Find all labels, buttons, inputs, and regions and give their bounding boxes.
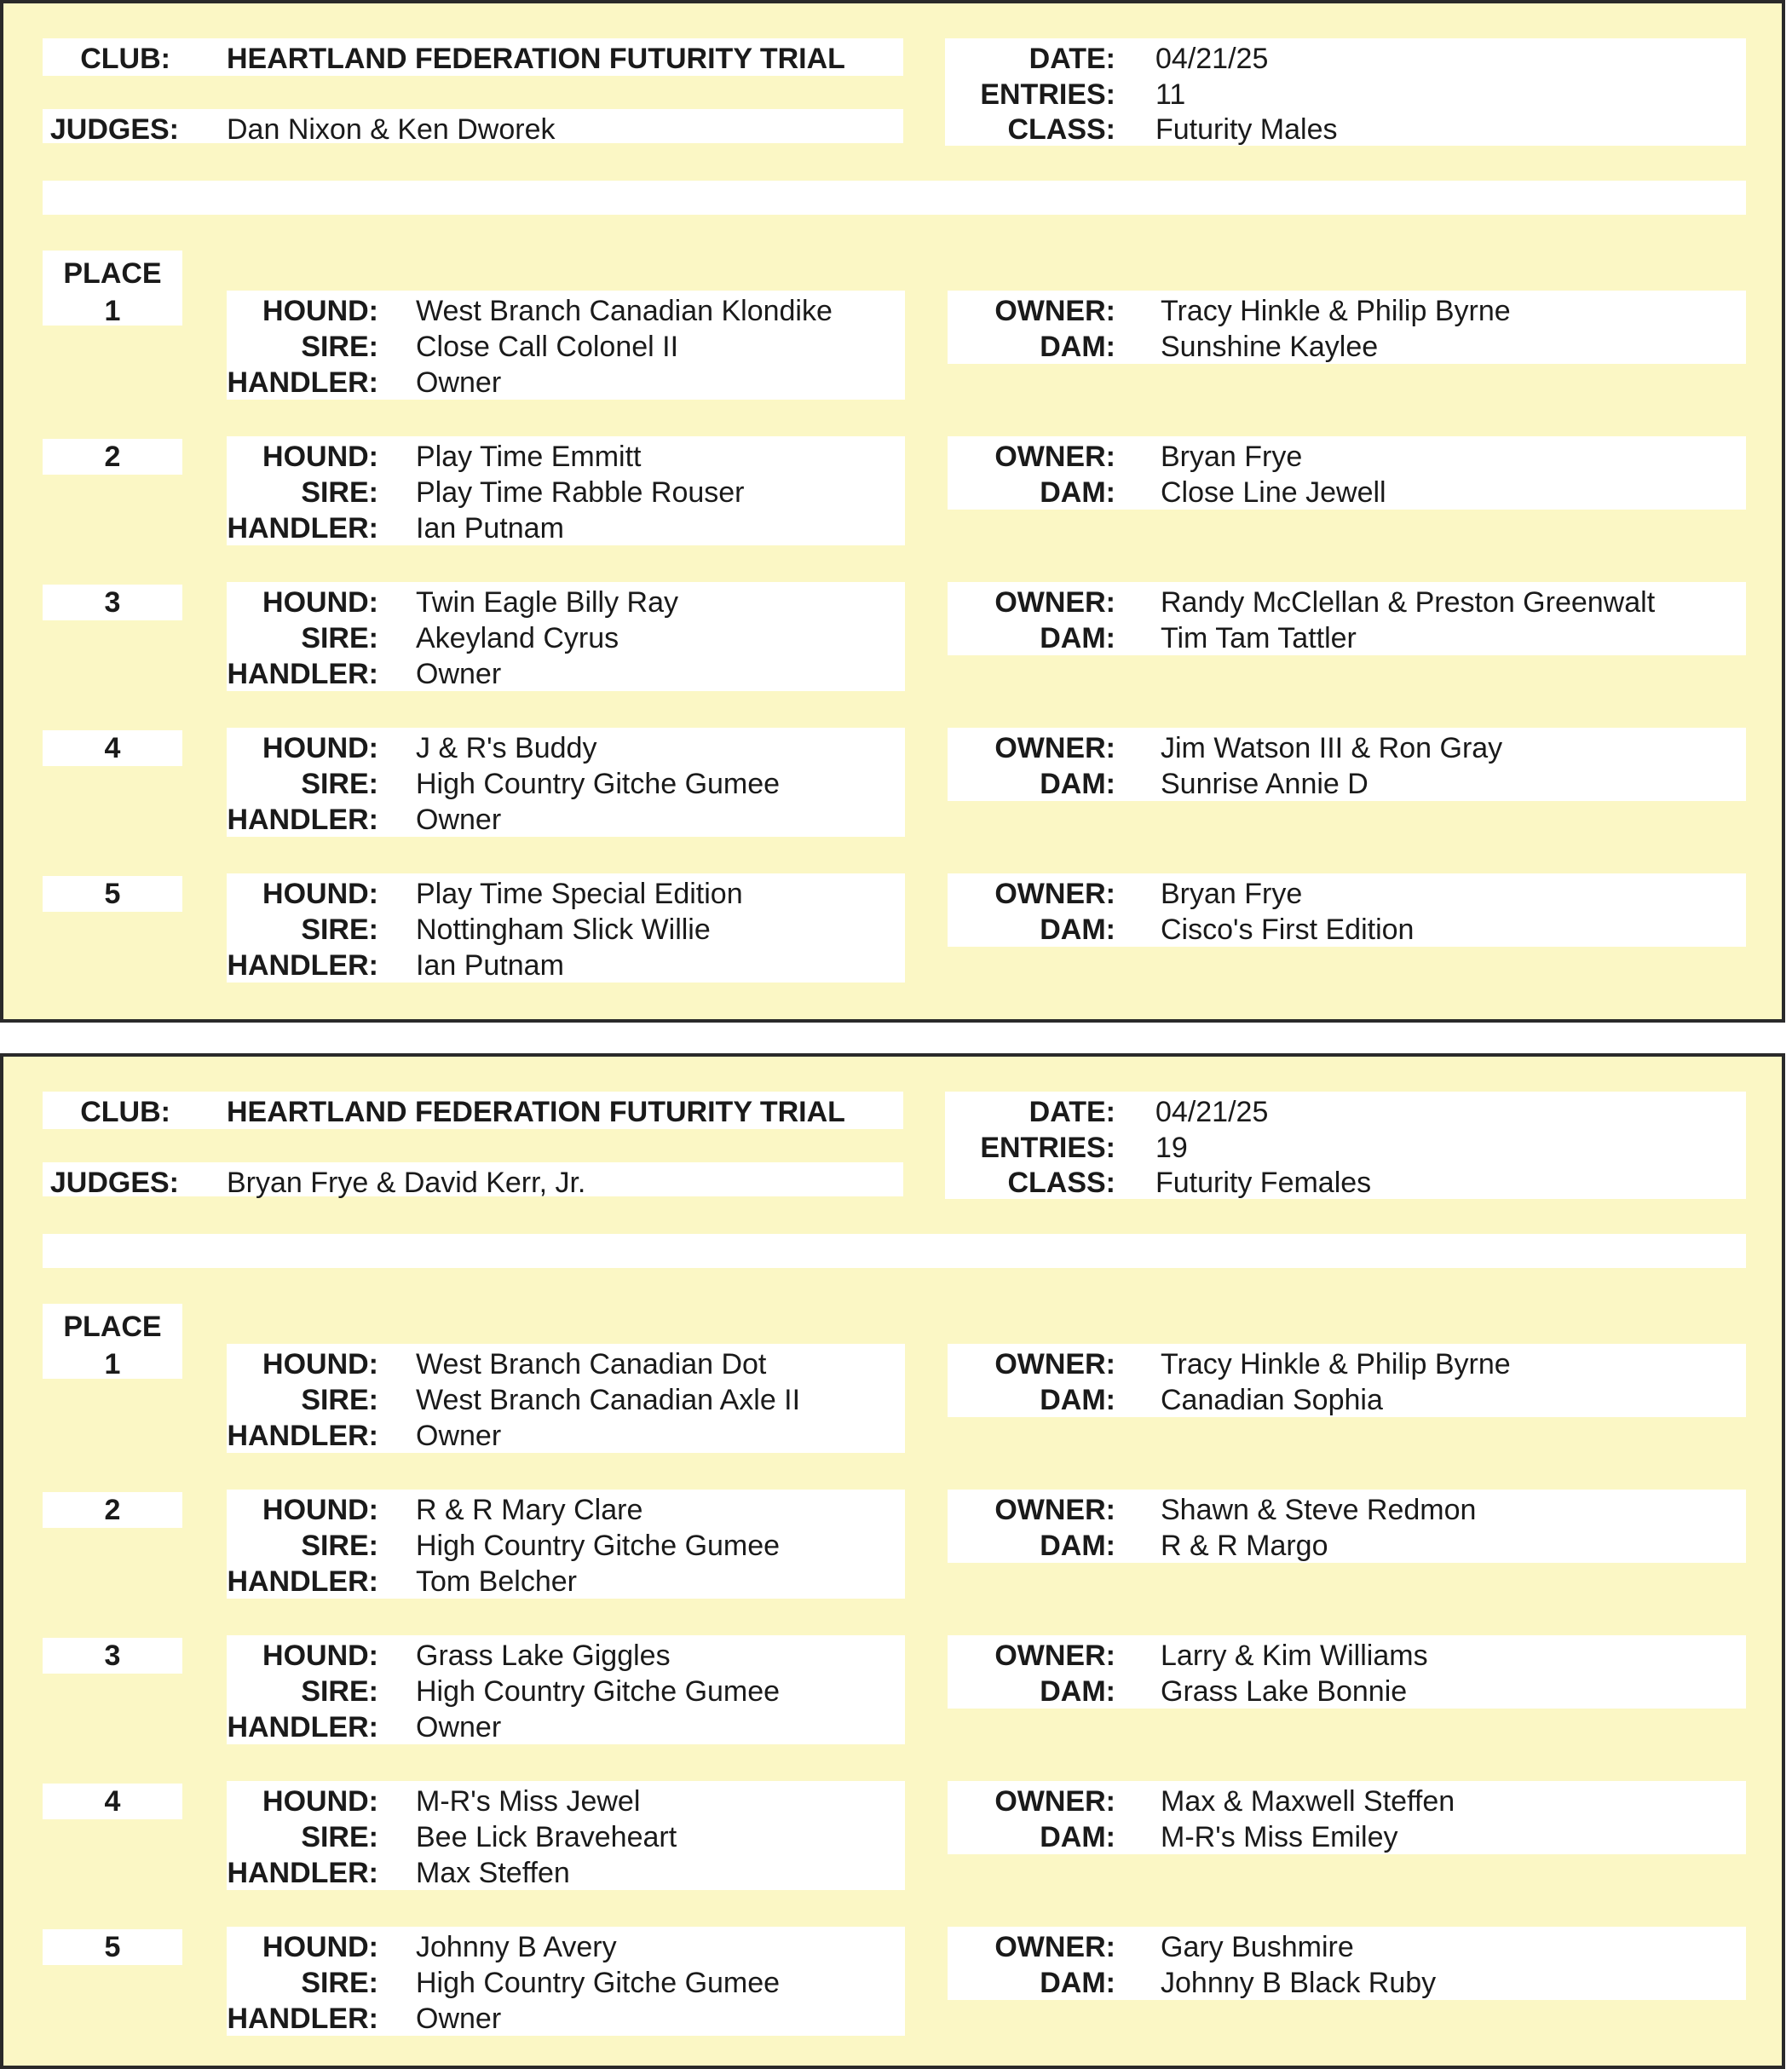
dam-name: Tim Tam Tattler <box>1161 622 1357 654</box>
sire-label: SIRE: <box>301 331 378 363</box>
owner-label: OWNER: <box>994 295 1115 327</box>
judges-label: JUDGES: <box>49 113 179 146</box>
owner-label: OWNER: <box>994 1931 1115 1963</box>
sire-name: Nottingham Slick Willie <box>416 913 711 946</box>
handler-label: HANDLER: <box>227 949 378 982</box>
place-number: 2 <box>104 1494 121 1526</box>
owner-name: Bryan Frye <box>1161 878 1303 910</box>
owner-label: OWNER: <box>994 586 1115 619</box>
dam-name: Close Line Jewell <box>1161 476 1386 509</box>
place-number: 4 <box>104 1785 121 1818</box>
hound-label: HOUND: <box>262 732 378 764</box>
hound-name: West Branch Canadian Dot <box>416 1348 767 1380</box>
handler-label: HANDLER: <box>227 366 378 399</box>
hound-label: HOUND: <box>262 1785 378 1818</box>
date-value: 04/21/25 <box>1155 1096 1269 1128</box>
owner-name: Max & Maxwell Steffen <box>1161 1785 1455 1818</box>
dam-label: DAM: <box>1040 622 1115 654</box>
owner-label: OWNER: <box>994 1785 1115 1818</box>
judges-value: Bryan Frye & David Kerr, Jr. <box>227 1167 586 1199</box>
sire-name: Play Time Rabble Rouser <box>416 476 745 509</box>
dam-label: DAM: <box>1040 1967 1115 1999</box>
sire-name: West Branch Canadian Axle II <box>416 1384 801 1416</box>
handler-name: Owner <box>416 1711 502 1743</box>
sire-label: SIRE: <box>301 1675 378 1708</box>
handler-label: HANDLER: <box>227 1857 378 1889</box>
hound-label: HOUND: <box>262 586 378 619</box>
place-number: 3 <box>104 586 121 619</box>
dam-name: Johnny B Black Ruby <box>1161 1967 1437 1999</box>
date-label: DATE: <box>1029 1096 1115 1128</box>
place-number: 5 <box>104 878 121 910</box>
handler-name: Owner <box>416 658 502 690</box>
hound-label: HOUND: <box>262 1348 378 1380</box>
hound-name: J & R's Buddy <box>416 732 597 764</box>
owner-label: OWNER: <box>994 1348 1115 1380</box>
handler-name: Tom Belcher <box>416 1565 577 1598</box>
handler-label: HANDLER: <box>227 2003 378 2035</box>
sire-label: SIRE: <box>301 622 378 654</box>
owner-name: Jim Watson III & Ron Gray <box>1161 732 1503 764</box>
owner-name: Larry & Kim Williams <box>1161 1640 1428 1672</box>
handler-label: HANDLER: <box>227 512 378 545</box>
place-header: PLACE <box>63 1311 162 1343</box>
judges-value: Dan Nixon & Ken Dworek <box>227 113 556 146</box>
sire-name: Bee Lick Braveheart <box>416 1821 677 1853</box>
hound-name: West Branch Canadian Klondike <box>416 295 833 327</box>
dam-label: DAM: <box>1040 1675 1115 1708</box>
handler-label: HANDLER: <box>227 804 378 836</box>
owner-name: Tracy Hinkle & Philip Byrne <box>1161 295 1511 327</box>
dam-label: DAM: <box>1040 1821 1115 1853</box>
owner-name: Gary Bushmire <box>1161 1931 1354 1963</box>
dam-label: DAM: <box>1040 1530 1115 1562</box>
owner-name: Tracy Hinkle & Philip Byrne <box>1161 1348 1511 1380</box>
owner-label: OWNER: <box>994 441 1115 473</box>
entries-value: 11 <box>1155 78 1186 111</box>
dam-label: DAM: <box>1040 331 1115 363</box>
hound-label: HOUND: <box>262 878 378 910</box>
club-label: CLUB: <box>80 1096 170 1128</box>
hound-label: HOUND: <box>262 295 378 327</box>
dam-label: DAM: <box>1040 1384 1115 1416</box>
class-label: CLASS: <box>1007 113 1115 146</box>
owner-name: Shawn & Steve Redmon <box>1161 1494 1477 1526</box>
sire-label: SIRE: <box>301 1530 378 1562</box>
dam-name: R & R Margo <box>1161 1530 1328 1562</box>
sire-name: High Country Gitche Gumee <box>416 1675 781 1708</box>
hound-name: Johnny B Avery <box>416 1931 617 1963</box>
place-number: 1 <box>104 1348 121 1380</box>
owner-name: Randy McClellan & Preston Greenwalt <box>1161 586 1656 619</box>
dam-label: DAM: <box>1040 768 1115 800</box>
hound-label: HOUND: <box>262 1931 378 1963</box>
place-number: 2 <box>104 441 121 473</box>
dam-name: Sunshine Kaylee <box>1161 331 1379 363</box>
sire-name: Close Call Colonel II <box>416 331 679 363</box>
sire-name: High Country Gitche Gumee <box>416 768 781 800</box>
hound-label: HOUND: <box>262 441 378 473</box>
entries-label: ENTRIES: <box>980 78 1115 111</box>
dam-name: Canadian Sophia <box>1161 1384 1383 1416</box>
class-value: Futurity Males <box>1155 113 1338 146</box>
sire-label: SIRE: <box>301 913 378 946</box>
place-number: 3 <box>104 1640 121 1672</box>
hound-label: HOUND: <box>262 1494 378 1526</box>
handler-name: Owner <box>416 366 502 399</box>
place-number: 1 <box>104 295 121 327</box>
place-header: PLACE <box>63 257 162 290</box>
club-name: HEARTLAND FEDERATION FUTURITY TRIAL <box>227 1096 845 1128</box>
hound-name: M-R's Miss Jewel <box>416 1785 641 1818</box>
club-name: HEARTLAND FEDERATION FUTURITY TRIAL <box>227 43 845 75</box>
owner-label: OWNER: <box>994 878 1115 910</box>
sire-name: High Country Gitche Gumee <box>416 1530 781 1562</box>
sire-name: Akeyland Cyrus <box>416 622 619 654</box>
handler-name: Ian Putnam <box>416 512 564 545</box>
entries-value: 19 <box>1155 1132 1188 1164</box>
sire-label: SIRE: <box>301 1967 378 1999</box>
trial-panel-males <box>0 0 1785 1023</box>
sire-label: SIRE: <box>301 1821 378 1853</box>
divider-strip <box>43 181 1746 215</box>
dam-label: DAM: <box>1040 913 1115 946</box>
handler-label: HANDLER: <box>227 1420 378 1452</box>
date-label: DATE: <box>1029 43 1115 75</box>
sire-name: High Country Gitche Gumee <box>416 1967 781 1999</box>
handler-name: Owner <box>416 804 502 836</box>
place-number: 5 <box>104 1931 121 1963</box>
sire-label: SIRE: <box>301 476 378 509</box>
owner-label: OWNER: <box>994 1640 1115 1672</box>
dam-name: Sunrise Annie D <box>1161 768 1368 800</box>
hound-name: Play Time Emmitt <box>416 441 642 473</box>
date-value: 04/21/25 <box>1155 43 1269 75</box>
class-value: Futurity Females <box>1155 1167 1372 1199</box>
dam-label: DAM: <box>1040 476 1115 509</box>
dam-name: M-R's Miss Emiley <box>1161 1821 1398 1853</box>
handler-label: HANDLER: <box>227 658 378 690</box>
owner-name: Bryan Frye <box>1161 441 1303 473</box>
handler-name: Ian Putnam <box>416 949 564 982</box>
place-number: 4 <box>104 732 121 764</box>
hound-name: R & R Mary Clare <box>416 1494 643 1526</box>
handler-label: HANDLER: <box>227 1565 378 1598</box>
divider-strip <box>43 1234 1746 1268</box>
hound-name: Grass Lake Giggles <box>416 1640 671 1672</box>
handler-name: Owner <box>416 1420 502 1452</box>
entries-label: ENTRIES: <box>980 1132 1115 1164</box>
class-label: CLASS: <box>1007 1167 1115 1199</box>
handler-label: HANDLER: <box>227 1711 378 1743</box>
owner-label: OWNER: <box>994 1494 1115 1526</box>
sire-label: SIRE: <box>301 1384 378 1416</box>
club-label: CLUB: <box>80 43 170 75</box>
dam-name: Grass Lake Bonnie <box>1161 1675 1408 1708</box>
handler-name: Owner <box>416 2003 502 2035</box>
sire-label: SIRE: <box>301 768 378 800</box>
judges-label: JUDGES: <box>49 1167 179 1199</box>
trial-panel-females <box>0 1053 1785 2069</box>
hound-label: HOUND: <box>262 1640 378 1672</box>
dam-name: Cisco's First Edition <box>1161 913 1415 946</box>
owner-label: OWNER: <box>994 732 1115 764</box>
hound-name: Twin Eagle Billy Ray <box>416 586 679 619</box>
handler-name: Max Steffen <box>416 1857 570 1889</box>
hound-name: Play Time Special Edition <box>416 878 743 910</box>
